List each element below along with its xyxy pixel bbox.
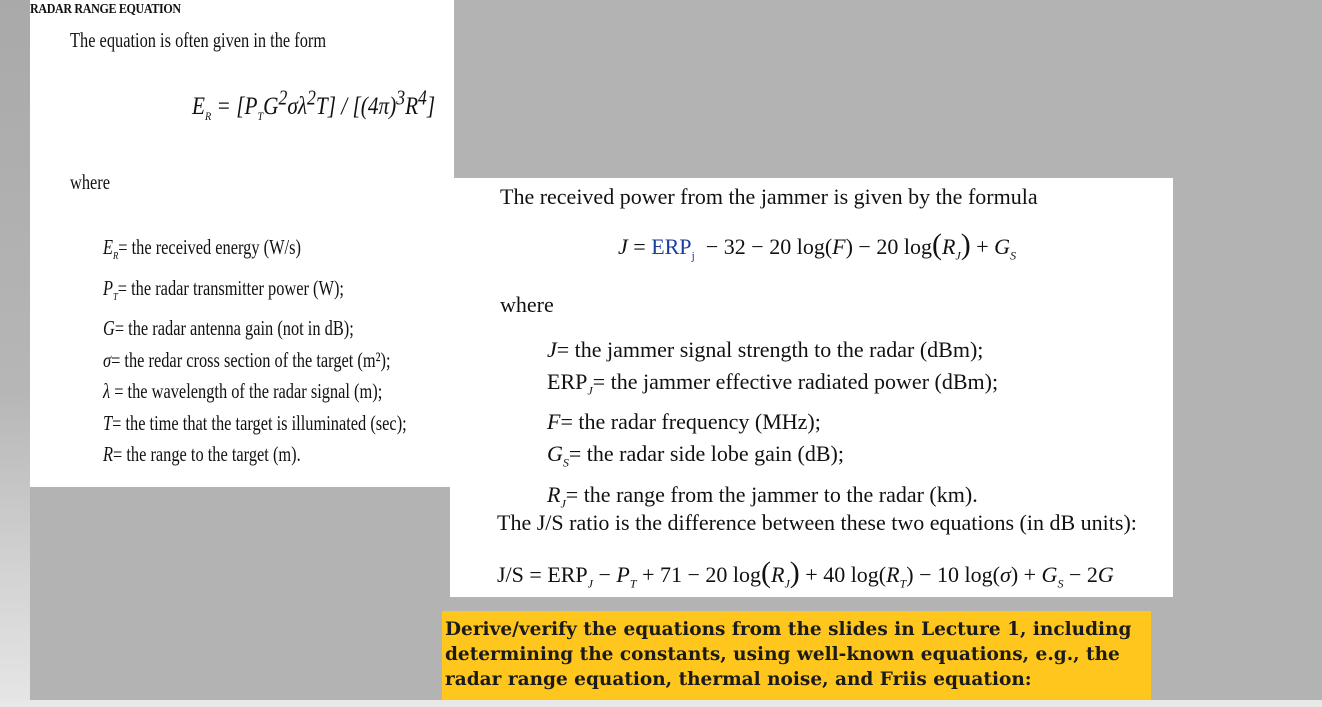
right-definition: J= the jammer signal strength to the radar (dBm); (547, 337, 984, 362)
right-slide-edge (450, 178, 454, 597)
left-definition: σ= the redar cross section of the target (m²); (103, 347, 391, 372)
jammer-power-equation: $J = ERP_j - 32 - 20$ log(F) − 20 $\log(R_J) + G_S$ (618, 228, 1017, 263)
left-definition: $E_R=$ the received energy (W/s) (103, 235, 301, 263)
bottom-strip (0, 700, 1322, 707)
js-ratio-equation: $J/S = ERP_J - P_T + 71 - 20$ $\log(R_J) + 40$ $\log(R_T) - 10$ $\log(\sigma) + G_S - 2G$ (497, 556, 1114, 591)
left-definitions-list (103, 232, 492, 471)
left-slide-title: RADAR RANGE EQUATION (30, 2, 181, 17)
left-slide-intro: The equation is often given in the form (70, 28, 327, 52)
left-definition: $P_T=$ the radar transmitter power (W); (103, 275, 344, 303)
left-definition: T= the time that the target is illuminated (sec); (103, 410, 407, 435)
left-where-label: where (70, 170, 111, 194)
left-definition: G= the radar antenna gain (not in dB); (103, 316, 354, 341)
right-definition: $ERP_J=$ the jammer effective radiated power (dBm); (547, 368, 999, 397)
left-definition: λ = the wavelength of the radar signal (m); (103, 379, 383, 404)
right-where-label: where (500, 292, 554, 317)
js-ratio-intro: The J/S ratio is the difference between these two equations (in dB units): (497, 510, 1137, 535)
left-definition: R= the range to the target (m). (103, 442, 301, 467)
radar-range-equation: $E_R = [P_TG^2\sigma\lambda^2T] / [(4\pi)^3R^4]$ (192, 86, 436, 124)
right-definition: $R_J=$ the range from the jammer to the radar (km). (547, 481, 978, 511)
right-slide-intro: The received power from the jammer is given by the formula (500, 184, 1038, 209)
right-definitions-list (547, 334, 998, 520)
right-definition: F= the radar frequency (MHz); (547, 409, 821, 435)
right-definition: $G_S=$ the radar side lobe gain (dB); (547, 440, 844, 470)
assignment-callout: Derive/verify the equations from the slides in Lecture 1, including determining the constants, using well-known equations, e.g., the radar range equation, thermal noise, and Friis equation: (442, 611, 1151, 700)
